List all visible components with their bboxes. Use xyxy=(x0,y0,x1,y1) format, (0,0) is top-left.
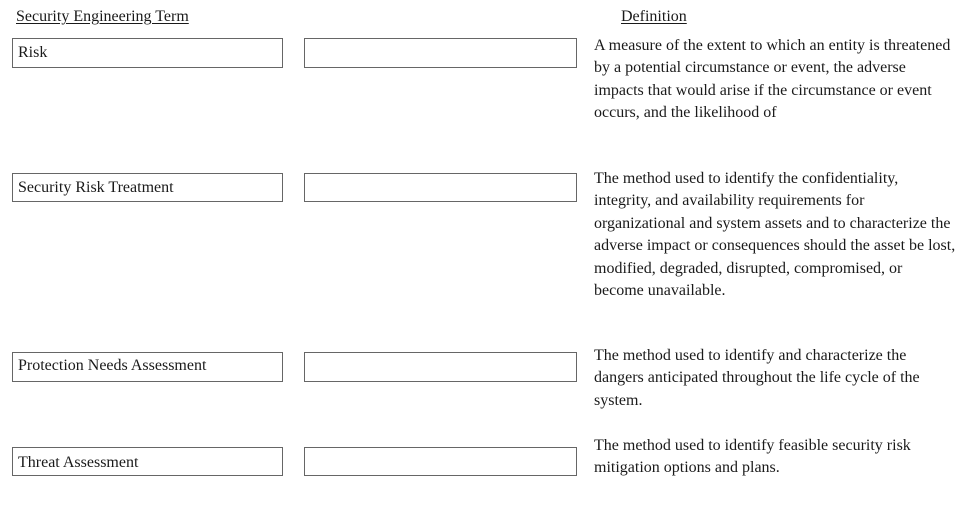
term-protection-needs-assessment[interactable]: Protection Needs Assessment xyxy=(12,352,283,382)
definition-4: The method used to identify feasible security risk mitigation options and plans. xyxy=(594,437,911,477)
definition-2: The method used to identify the confidentiality, integrity, and availability requirements for organizational and system assets and to characterize the adverse impact or consequences should the asset be lost, modified, degraded, disrupted, compromised, or become unavailable. xyxy=(594,170,956,300)
definition-1: A measure of the extent to which an entity is threatened by a potential circumstance or event, the adverse impacts that would arise if the circumstance or event occurs, and the likelihood of xyxy=(594,37,951,122)
definition-3: The method used to identify and characterize the dangers anticipated throughout the life cycle of the system. xyxy=(594,347,920,409)
answer-drop-zone-1[interactable] xyxy=(304,38,577,68)
definition-column-header: Definition xyxy=(621,8,687,25)
term-risk[interactable]: Risk xyxy=(12,38,283,68)
term-threat-assessment[interactable]: Threat Assessment xyxy=(12,447,283,476)
term-column-header: Security Engineering Term xyxy=(16,8,189,25)
term-security-risk-treatment[interactable]: Security Risk Treatment xyxy=(12,173,283,202)
answer-drop-zone-3[interactable] xyxy=(304,352,577,382)
answer-drop-zone-2[interactable] xyxy=(304,173,577,202)
answer-drop-zone-4[interactable] xyxy=(304,447,577,476)
